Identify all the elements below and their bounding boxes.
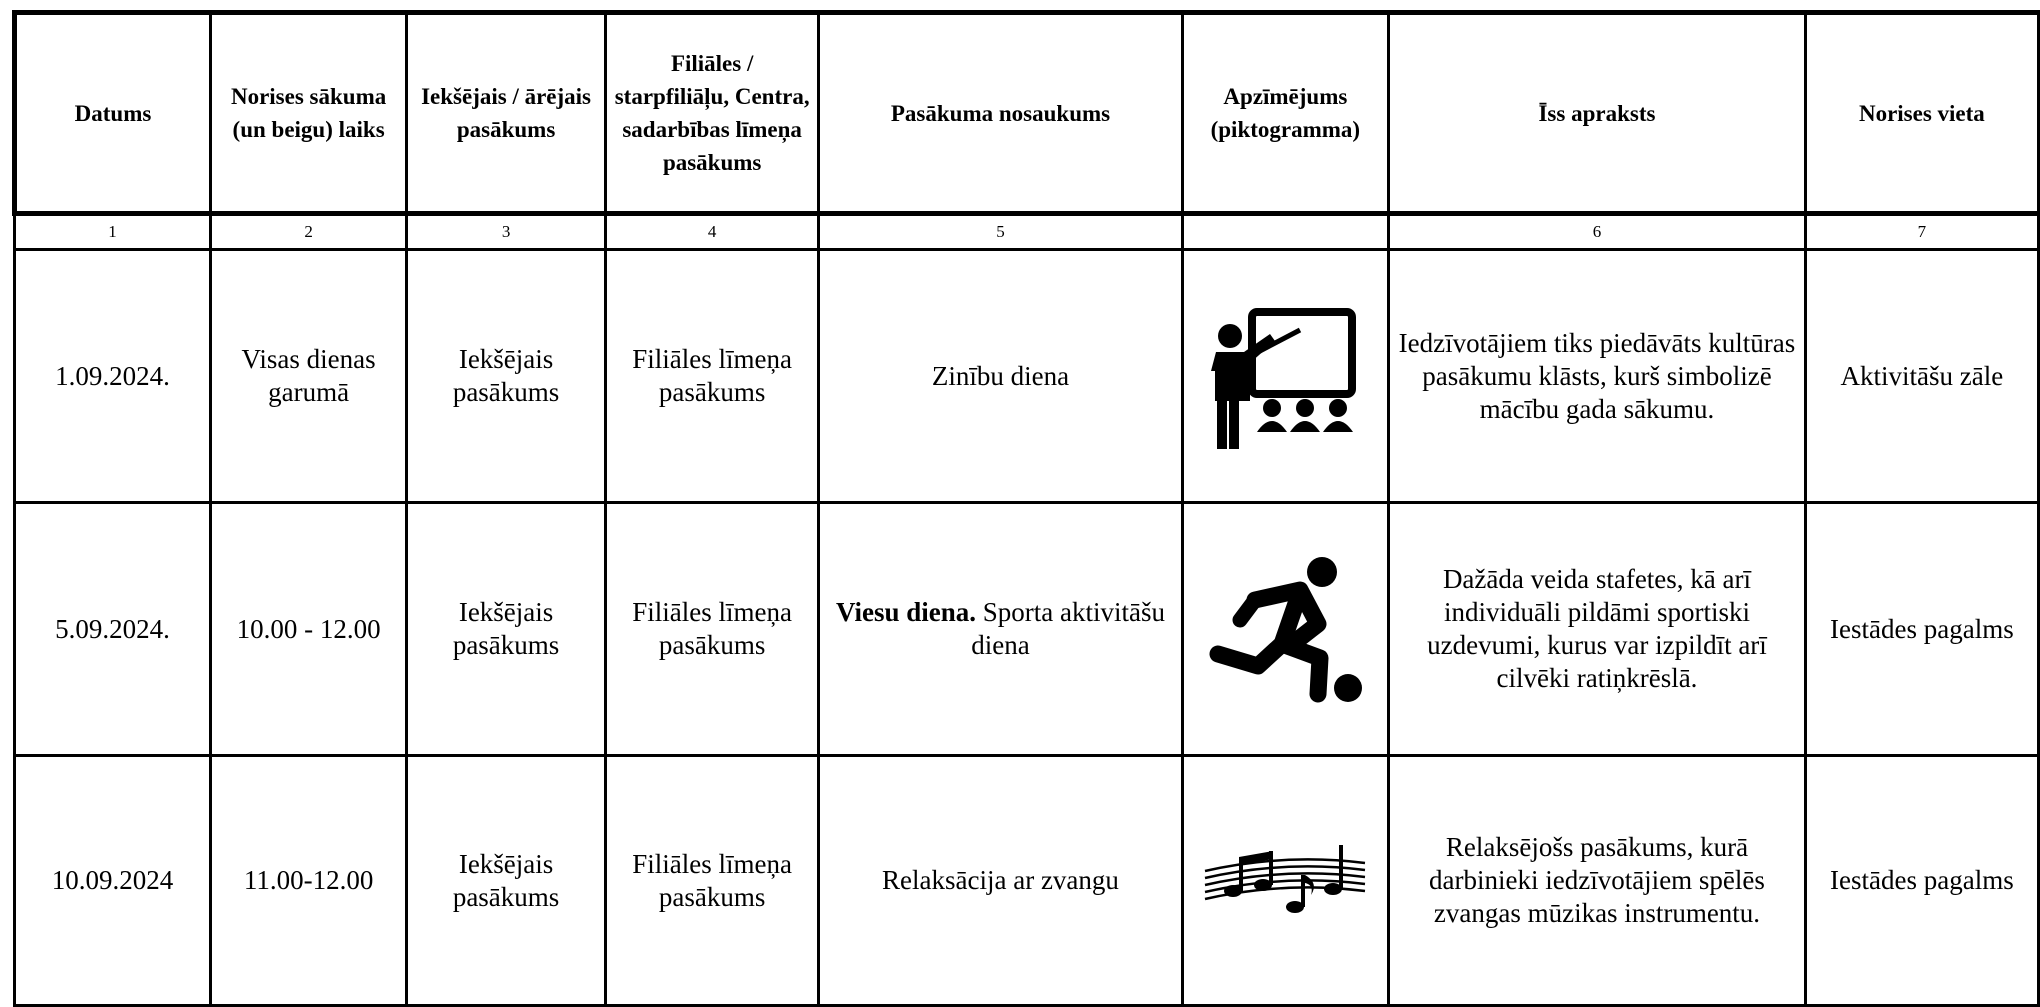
column-number: 7	[1805, 214, 2038, 250]
table-row	[15, 756, 2039, 1006]
event-name-bold: Viesu diena.	[835, 597, 976, 627]
event-name-text: Zinību diena	[931, 360, 1070, 391]
soccer-player-icon	[1200, 554, 1370, 704]
event-level: Filiāles līmeņa pasākums	[605, 250, 819, 503]
event-name	[819, 756, 1182, 1006]
event-venue: Aktivitāšu zāle	[1805, 250, 2038, 503]
header-level: Filiāles / starpfiliāļu, Centra, sadarbības līmeņa pasākums	[605, 13, 819, 214]
event-level: Filiāles līmeņa pasākums	[605, 756, 819, 1006]
music-notes-icon	[1200, 841, 1370, 921]
header-time: Norises sākuma (un beigu) laiks	[210, 13, 406, 214]
column-number: 5	[819, 214, 1182, 250]
header-row	[15, 13, 2039, 214]
events-table	[12, 10, 2040, 1007]
event-name-text: Sporta aktivitāšu diena	[971, 597, 1165, 660]
event-level: Filiāles līmeņa pasākums	[605, 503, 819, 756]
event-pictogram	[1182, 250, 1389, 503]
column-number	[1182, 214, 1389, 250]
header-name: Pasākuma nosaukums	[819, 13, 1182, 214]
event-venue: Iestādes pagalms	[1805, 503, 2038, 756]
event-type: Iekšējais pasākums	[407, 250, 606, 503]
event-time: 11.00-12.00	[210, 756, 406, 1006]
teacher-classroom-icon	[1200, 304, 1370, 449]
header-date: Datums	[15, 13, 211, 214]
event-name-text: Relaksācija ar zvangu	[882, 865, 1119, 895]
column-number: 4	[605, 214, 819, 250]
column-number: 6	[1389, 214, 1806, 250]
event-name	[819, 503, 1182, 756]
event-time: 10.00 - 12.00	[210, 503, 406, 756]
event-date: 1.09.2024.	[15, 250, 211, 503]
column-number: 2	[210, 214, 406, 250]
event-description: Iedzīvotājiem tiks piedāvāts kultūras pasākumu klāsts, kurš simbolizē mācību gada sākumu.	[1389, 250, 1806, 503]
event-pictogram	[1182, 503, 1389, 756]
header-pictogram: Apzīmējums (piktogramma)	[1182, 13, 1389, 214]
event-type: Iekšējais pasākums	[407, 756, 606, 1006]
event-time: Visas dienas garumā	[210, 250, 406, 503]
header-venue: Norises vieta	[1805, 13, 2038, 214]
event-date: 5.09.2024.	[15, 503, 211, 756]
header-internal-external: Iekšējais / ārējais pasākums	[407, 13, 606, 214]
table-row	[15, 250, 2039, 503]
event-venue: Iestādes pagalms	[1805, 756, 2038, 1006]
event-description: Relaksējošs pasākums, kurā darbinieki iedzīvotājiem spēlēs zvangas mūzikas instrumentu.	[1389, 756, 1806, 1006]
event-date: 10.09.2024	[15, 756, 211, 1006]
column-number-row	[15, 214, 2039, 250]
header-description: Īss apraksts	[1389, 13, 1806, 214]
event-name	[819, 250, 1182, 503]
event-type: Iekšējais pasākums	[407, 503, 606, 756]
table-row	[15, 503, 2039, 756]
column-number: 1	[15, 214, 211, 250]
event-description: Dažāda veida stafetes, kā arī individuāli pildāmi sportiski uzdevumi, kurus var izpildīt arī cilvēki ratiņkrēslā.	[1389, 503, 1806, 756]
event-pictogram	[1182, 756, 1389, 1006]
column-number: 3	[407, 214, 606, 250]
